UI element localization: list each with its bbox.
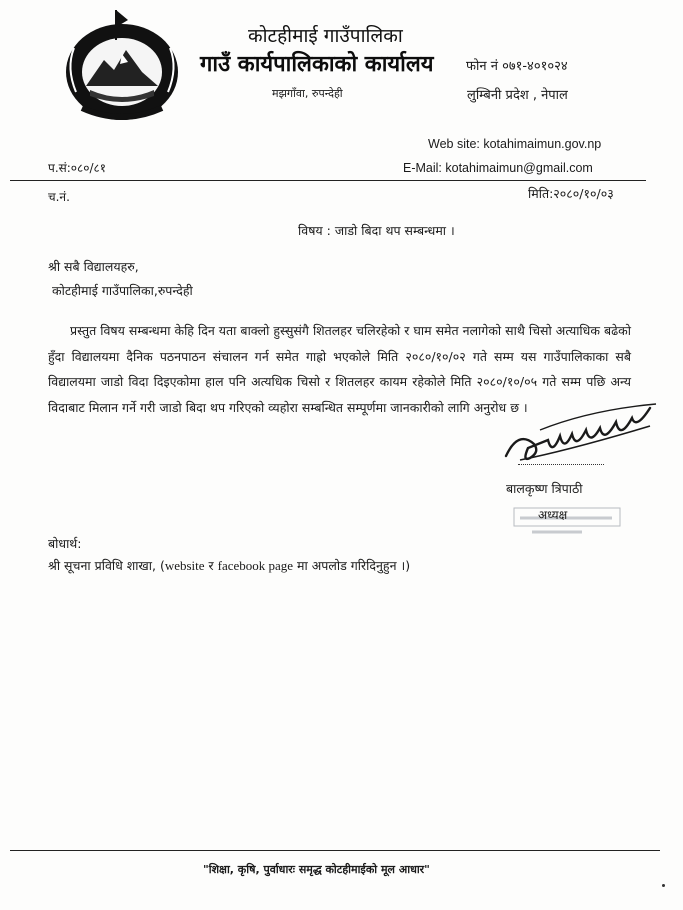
footer-divider	[10, 850, 660, 851]
signatory-name: बालकृष्ण त्रिपाठी	[506, 481, 583, 496]
header-divider	[10, 180, 646, 181]
letter-body: प्रस्तुत विषय सम्बन्धमा केहि दिन यता बाक्लो हुस्सुसंगै शितलहर चलिरहेको र घाम समेत नलागेको साथै चिसो अत्याधिक बढेको हुँदा विद्यालयमा दैनिक पठनपाठन संचालन गर्न समेत गाह्रो भएकोले मिति २०८०/१०/०२ गते सम्म यस गाउँपालिकाका सबै विद्यालयमा जाडो विदा दिइएकोमा हाल पनि अत्यधिक चिसो र शितलहर कायम रहेकोले मिति २०८०/१०/०५ गते सम्म पछि अन्य विदाबाट मिलान गर्ने गरी जाडो बिदा थप गरिएको व्यहोरा सम्बन्धित सम्पूर्णमा जानकारीको लागि अनुरोध छ ।	[48, 323, 631, 415]
cc-prefix: श्री सूचना प्रविधि शाखा, (	[48, 558, 165, 573]
email-link[interactable]: E-Mail: kotahimaimun@gmail.com	[403, 161, 593, 175]
cc-website: website	[164, 558, 205, 573]
cc-middle: र	[204, 558, 218, 573]
challan-number: च.नं.	[48, 190, 70, 204]
letter-date: मिति:२०८०/१०/०३	[528, 186, 614, 201]
page-speck	[662, 884, 665, 887]
cc-facebook: facebook page	[217, 558, 294, 573]
cc-recipient	[48, 557, 410, 574]
recipient-line-2: कोटहीमाई गाउँपालिका,रुपन्देही	[52, 283, 193, 298]
municipality-name: कोटहीमाई गाउँपालिका	[248, 25, 403, 47]
letter-subject: विषय : जाडो बिदा थप सम्बन्धमा ।	[298, 223, 455, 238]
recipient-line-1: श्री सबै विद्यालयहरु,	[48, 259, 139, 274]
office-address: मझगाँवा, रुपन्देही	[272, 87, 343, 100]
municipality-emblem-icon	[56, 8, 188, 126]
cc-label: बोधार्थ:	[48, 536, 82, 551]
website-link[interactable]: Web site: kotahimaimun.gov.np	[428, 137, 602, 151]
footer-slogan: "शिक्षा, कृषि, पुर्वाधारः समृद्ध कोटहीमाईको मूल आधार"	[203, 863, 430, 876]
signatory-title: अध्यक्ष	[538, 508, 568, 522]
office-name: गाउँ कार्यपालिकाको कार्यालय	[200, 52, 434, 77]
cc-suffix: मा अपलोड गरिदिनुहुन ।)	[293, 558, 411, 573]
signature-line	[518, 464, 604, 465]
province-name: लुम्बिनी प्रदेश , नेपाल	[467, 88, 568, 103]
reference-number: प.सं:०८०/८१	[48, 161, 107, 175]
phone-number: फोन नं ०७१-४०१०२४	[466, 59, 568, 74]
